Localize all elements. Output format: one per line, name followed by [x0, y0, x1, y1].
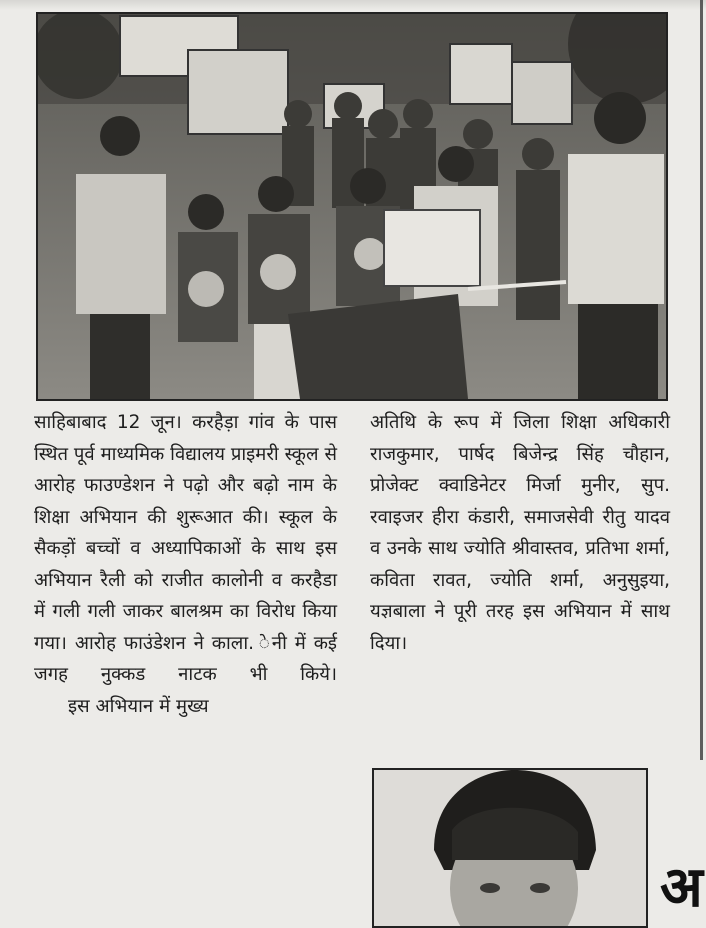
- inset-portrait-photo: [372, 768, 648, 928]
- news-photo-icon: [38, 14, 666, 399]
- article-right-column: [370, 407, 670, 659]
- article-body-paragraph-3: अतिथि के रूप में जिला शिक्षा अधिकारी राजकुमार, पार्षद बिजेन्द्र सिंह चौहान, प्रोजेक्ट क्वाडिनेटर मिर्जा मुनीर, सुप. रवाइजर हीरा कंडारी, समाजसेवी रीतु यादव व उनके साथ ज्योति श्रीवास्तव, प्रतिभा शर्मा, कविता रावत, ज्योति शर्मा, अनुसुइया, यज्ञबाला ने पूरी तरह इस अभियान में साथ दिया।: [370, 412, 670, 654]
- article-body-paragraph-2-text: इस अभियान में मुख्य: [68, 695, 209, 717]
- column-rule: [700, 0, 703, 760]
- page-top-edge: [0, 0, 706, 10]
- news-photo: [36, 12, 668, 401]
- next-article-heading-glyph: अ: [660, 855, 703, 920]
- article-left-column: [34, 407, 337, 722]
- article-body-paragraph-1: साहिबाबाद 12 जून। करहैड़ा गांव के पास स्थित पूर्व माध्यमिक विद्यालय प्राइमरी स्कूल से आरोह फाउण्डेशन ने पढ़ो और बढ़ो नाम के शिक्षा अभियान की शुरूआत की। स्कूल के सैकड़ों बच्चों व अध्यापिकाओं के साथ इस अभियान रैली को राजीत कालोनी व करहैडा में गली गली जाकर बालश्रम का विरोध किया गया। आरोह फाउंडेशन ने काला. ेनी में कई जगह नुक्कड नाटक भी किये।: [34, 412, 337, 685]
- article-body-paragraph-2: [34, 691, 337, 723]
- portrait-icon: [374, 770, 646, 926]
